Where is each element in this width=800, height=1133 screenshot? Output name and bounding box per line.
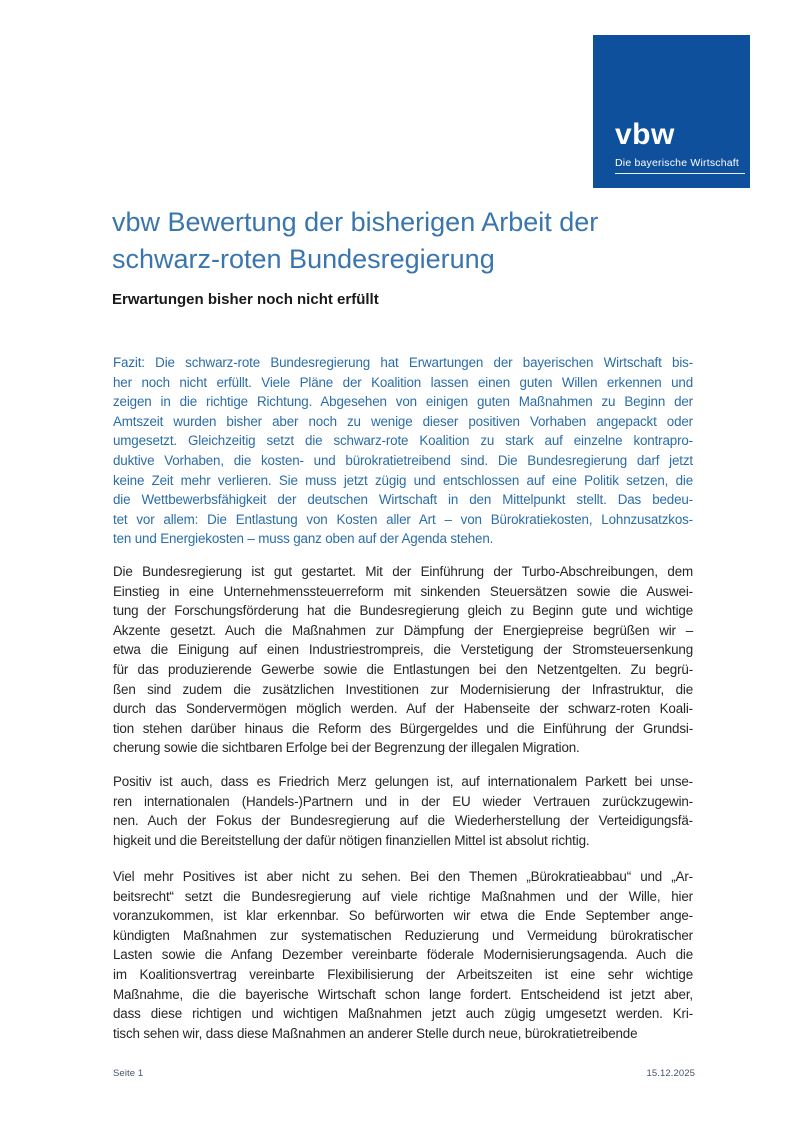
text-line: keine Zeit mehr verlieren. Sie muss jetzt zügig und entschlossen auf eine Politik setzen, die xyxy=(113,472,693,488)
paragraph-guter-start xyxy=(113,562,693,758)
text-line: vbw Bewertung der bisherigen Arbeit der xyxy=(112,207,599,237)
text-line: die Wettbewerbsfähigkeit der deutschen Wirtschaft in den Mittelpunkt stellt. Das bedeu- xyxy=(113,492,693,508)
text-line: Einstieg in eine Unternehmenssteuerreform mit sinkenden Steuersätzen sowie die Auswei- xyxy=(113,583,693,599)
page-footer xyxy=(113,1068,695,1079)
text-line: umgesetzt. Gleichzeitig setzt die schwarz-rote Koalition zu stark auf einzelne kontrapro- xyxy=(113,433,693,449)
text-line: cherung sowie die sichtbaren Erfolge bei der Begrenzung der illegalen Migration. xyxy=(113,740,580,756)
text-line: durch das Sondervermögen möglich werden. Auf der Habenseite der schwarz-roten Koali- xyxy=(113,701,693,717)
text-line: beitsrecht“ setzt die Bundesregierung auf viele richtige Maßnahmen und der Wille, hier xyxy=(113,888,693,904)
text-line: Fazit: Die schwarz-rote Bundesregierung hat Erwartungen der bayerischen Wirtschaft bis- xyxy=(113,355,693,370)
text-line: zeigen in die richtige Richtung. Abgesehen von einigen guten Maßnahmen zu Beginn der xyxy=(113,394,693,410)
text-line: voranzukommen, ist klar erkennbar. So befürworten wir etwa die Ende September ange- xyxy=(113,908,693,924)
text-line: etwa die Einigung auf einen Industriestrompreis, die Verstetigung der Stromsteuersenkung xyxy=(113,642,693,658)
text-line: higkeit und die Bereitstellung der dafür nötigen finanziellen Mittel ist absolut richtig. xyxy=(113,832,590,848)
text-line: dass diese richtigen und wichtigen Maßnahmen jetzt auch zügig umgesetzt werden. Kri- xyxy=(113,1006,693,1022)
text-line: für das produzierende Gewerbe sowie die Entlastungen bei den Netzentgelten. Zu begrü- xyxy=(113,661,693,677)
vbw-tagline: Die bayerische Wirtschaft xyxy=(615,157,745,174)
paragraph-international xyxy=(113,772,693,850)
text-line: Die Bundesregierung ist gut gestartet. Mit der Einführung der Turbo-Abschreibungen, dem xyxy=(113,564,693,579)
text-line: ren internationalen (Handels-)Partnern und in der EU wieder Vertrauen zurückzugewin- xyxy=(113,793,693,809)
text-line: Positiv ist auch, dass es Friedrich Merz gelungen ist, auf internationalem Parkett bei unse- xyxy=(113,774,693,789)
page-number: Seite 1 xyxy=(113,1068,144,1079)
text-line: tisch sehen wir, dass diese Maßnahmen an anderer Stelle durch neue, bürokratietreibende xyxy=(113,1025,638,1041)
text-line: tet vor allem: Die Entlastung von Kosten aller Art – von Bürokratiekosten, Lohnzusatzkos- xyxy=(113,511,693,527)
text-line: duktive Vorhaben, die kosten- und bürokratietreibend sind. Die Bundesregierung darf jetzt xyxy=(113,452,693,468)
page-subtitle: Erwartungen bisher noch nicht erfüllt xyxy=(112,291,379,308)
text-line: ten und Energiekosten – muss ganz oben auf der Agenda stehen. xyxy=(113,531,494,547)
text-line: im Koalitionsvertrag vereinbarte Flexibilisierung der Arbeitszeiten ist eine sehr wichtige xyxy=(113,966,693,982)
text-line: Akzente gesetzt. Auch die Maßnahmen zur Dämpfung der Energiepreise begrüßen wir – xyxy=(113,622,693,638)
text-line: tion stehen darüber hinaus die Reform des Bürgergeldes und die Einführung der Grundsi- xyxy=(113,720,693,736)
text-line: nen. Auch der Fokus der Bundesregierung auf die Wiederherstellung der Verteidigungsfä- xyxy=(113,813,693,829)
paragraph-kritik xyxy=(113,867,693,1043)
text-line: her noch nicht erfüllt. Viele Pläne der Koalition lassen einen guten Willen erkennen und xyxy=(113,374,693,390)
text-line: Maßnahme, die die bayerische Wirtschaft schon lange fordert. Entscheidend ist jetzt aber, xyxy=(113,986,693,1002)
text-line: ßen sind zudem die zusätzlichen Investitionen zur Modernisierung der Infrastruktur, die xyxy=(113,681,693,697)
text-line: kündigten Maßnahmen zur systematischen Reduzierung und Vermeidung bürokratischer xyxy=(113,927,693,943)
footer-date: 15.12.2025 xyxy=(646,1068,695,1079)
vbw-logo xyxy=(593,35,750,188)
text-line: Viel mehr Positives ist aber nicht zu sehen. Bei den Themen „Bürokratieabbau“ und „Ar- xyxy=(113,869,693,884)
paragraph-fazit xyxy=(113,353,693,549)
vbw-wordmark: vbw xyxy=(615,118,675,151)
text-line: schwarz-roten Bundesregierung xyxy=(112,244,495,274)
text-line: Lasten sowie die Anfang Dezember vereinbarte föderale Modernisierungsagenda. Auch die xyxy=(113,947,693,963)
text-line: Amtszeit wurden bisher aber noch zu wenige dieser positiven Vorhaben angepackt oder xyxy=(113,413,693,429)
page-title xyxy=(112,204,712,278)
text-line: tung der Forschungsförderung hat die Bundesregierung gleich zu Beginn gute und wichtige xyxy=(113,603,693,619)
